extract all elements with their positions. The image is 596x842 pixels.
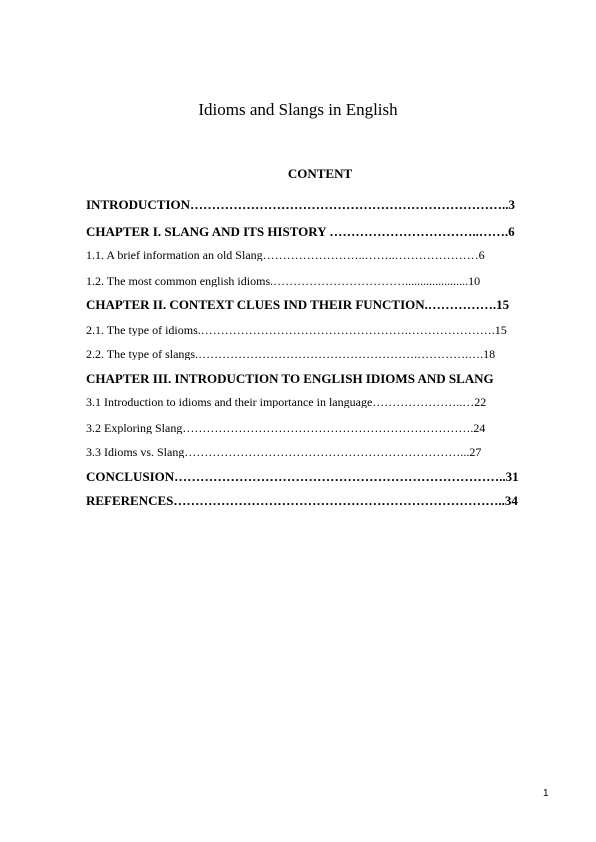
toc-entry-1-1: 1.1. A brief information an old Slang……………………..……..…………………6: [86, 249, 485, 261]
page-title: Idioms and Slangs in English: [198, 100, 398, 119]
toc-entry-3-3: 3.3 Idioms vs. Slang……………………………………………………………...27: [86, 446, 482, 458]
toc-entry-chapter-1: CHAPTER I. SLANG AND ITS HISTORY ……………………………..…….6: [86, 225, 515, 238]
toc-entry-chapter-3: CHAPTER III. INTRODUCTION TO ENGLISH IDIOMS AND SLANG: [86, 372, 494, 385]
toc-entry-3-1: 3.1 Introduction to idioms and their importance in language…………………..…22: [86, 396, 487, 408]
content-heading: CONTENT: [287, 166, 353, 181]
toc-entry-2-2: 2.2. The type of slangs.……………………………………………….………….….18: [86, 348, 496, 360]
toc-entry-1-2: 1.2. The most common english idioms.…………………………….....................10: [86, 275, 481, 287]
toc-entry-conclusion: CONCLUSION…………………………………………………………………..31: [86, 470, 519, 483]
toc-entry-chapter-2: CHAPTER II. CONTEXT CLUES IND THEIR FUNCTION.…………….15: [86, 298, 510, 311]
toc-entry-2-1: 2.1. The type of idioms.…………………………………………….………………….15: [86, 324, 507, 336]
toc-entry-introduction: INTRODUCTION………………………………………………………………..3: [86, 198, 516, 211]
page-number: 1: [543, 788, 549, 799]
toc-entry-3-2: 3.2 Exploring Slang……………………………………………………………….24: [86, 422, 486, 434]
toc-entry-references: REFERENCES…………………………………………………………………..34: [86, 494, 518, 507]
